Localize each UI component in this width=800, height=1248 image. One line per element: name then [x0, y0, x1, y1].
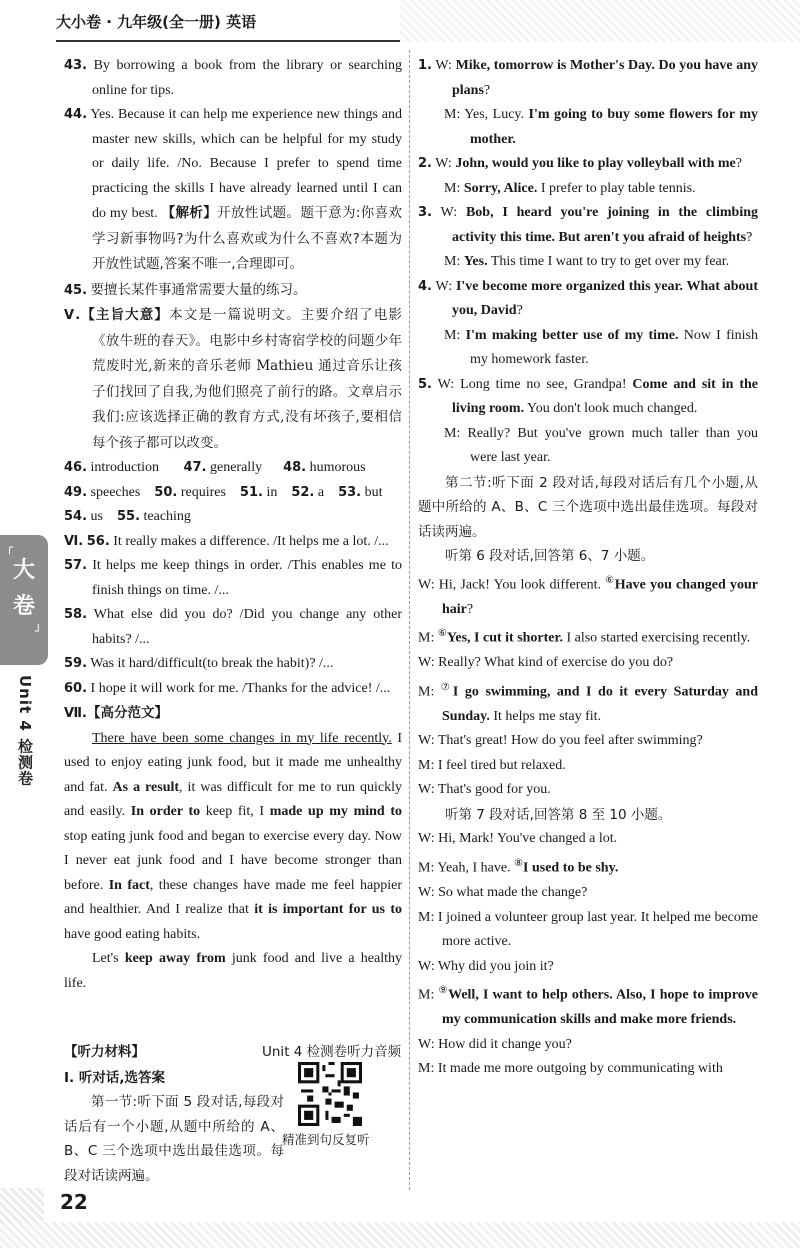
section-i-heading: Ⅰ. 听对话,选答案	[64, 1069, 165, 1086]
unit-label: Unit 4 检测卷	[16, 675, 34, 787]
dialog-line: W: Hi, Jack! You look different. ⑥Have you changed your hair?	[418, 574, 758, 617]
answer-45: 45. 要擅长某件事通常需要大量的练习。	[64, 281, 307, 298]
answer-56: Ⅵ. 56. It really makes a difference. /It helps me a lot. /...	[64, 533, 389, 549]
page-number: 22	[60, 1190, 88, 1214]
qr-caption: 精准到句反复听	[282, 1132, 370, 1147]
dialog-6-heading: 听第 6 段对话,回答第 6、7 小题。	[445, 548, 655, 564]
dialog-2-w: 2. W: John, would you like to play volleyball with me?	[418, 156, 742, 171]
dialog-3-m: M: Yes. This time I want to try to get over my fear.	[444, 254, 730, 269]
left-column	[64, 54, 402, 996]
section-i-instructions: 第一节:听下面 5 段对话,每段对话后有一个小题,从题中所给的 A、B、C 三个选项中选出最佳选项。每段对话读两遍。	[64, 1094, 284, 1184]
dialog-line: W: How did it change you?	[418, 1036, 572, 1052]
right-column	[418, 54, 758, 1082]
answer-59: 59. Was it hard/difficult(to break the habit)? /...	[64, 656, 334, 671]
header-rule	[56, 40, 408, 42]
answers-row-2: 49. speeches 50. requires 51. in 52. a 53. but	[64, 484, 383, 500]
qr-code-icon[interactable]	[298, 1062, 362, 1126]
dialog-line: W: Hi, Mark! You've changed a lot.	[418, 831, 618, 847]
answer-57: 57. It helps me keep things in order. /This enables me to finish things on time. /...	[64, 558, 402, 598]
section-v: Ⅴ.【主旨大意】本文是一篇说明文。主要介绍了电影《放牛班的春天》。电影中乡村寄宿学校的问题少年荒废时光,新来的音乐老师 Mathieu 通过音乐让孩子们找回了自我,为他们照亮了前行的路。文章启示我们:应该选择正确的教育方式,没有坏孩子,要相信每个孩子都可以改变。	[64, 307, 403, 451]
tab-bracket-top: ┌	[6, 540, 14, 554]
dialog-3-w: 3. W: Bob, I heard you're joining in the climbing activity this time. But aren't you afraid of heights?	[418, 205, 758, 245]
answer-44: 44. Yes. Because it can help me experience new things and master new skills, which can be helpful for my study or daily life. /No. Because I prefer to spend time practicing the skills I have already learned until I can do my best. 【解析】开放性试题。题干意为:你喜欢学习新事物吗?为什么喜欢或为什么不喜欢?本题为开放性试题,答案不唯一,合理即可。	[64, 107, 402, 272]
dialog-1-m: M: Yes, Lucy. I'm going to buy some flowers for my mother.	[444, 107, 758, 147]
dialog-line: W: That's great! How do you feel after swimming?	[418, 733, 703, 749]
section-ii-instructions: 第二节:听下面 2 段对话,每段对话后有几个小题,从题中所给的 A、B、C 三个选项中选出最佳选项。每段对话读两遍。	[418, 474, 758, 540]
dialog-1-w: 1. W: Mike, tomorrow is Mother's Day. Do you have any plans?	[418, 58, 758, 98]
tab-bracket-bottom: ┘	[34, 624, 42, 638]
essay-paragraph-2: Let's keep away from junk food and live a healthy life.	[64, 951, 402, 991]
listening-section	[64, 1040, 284, 1188]
dialog-7	[418, 827, 758, 1081]
side-tab	[0, 535, 48, 665]
dialog-7-heading: 听第 7 段对话,回答第 8 至 10 小题。	[445, 806, 672, 823]
dialog-5-m: M: Really? But you've grown much taller than you were last year.	[444, 425, 758, 465]
answers-row-1: 46. introduction 47. generally 48. humorous	[64, 460, 366, 475]
listening-heading: 【听力材料】	[64, 1044, 145, 1060]
answer-60: 60. I hope it will work for me. /Thanks for the advice! /...	[64, 680, 391, 696]
dialog-line: M: ⑥Yes, I cut it shorter. I also started exercising recently.	[418, 628, 751, 646]
corner-pattern	[0, 1188, 44, 1222]
dialog-line: M: It made me more outgoing by communicating with	[418, 1061, 723, 1077]
column-divider	[409, 50, 411, 1190]
dialog-line: W: Why did you join it?	[418, 958, 554, 974]
dialog-line: M: Yeah, I have. ⑧I used to be shy.	[418, 857, 619, 876]
dialog-line: M: I feel tired but relaxed.	[418, 757, 566, 773]
qr-label: Unit 4 检测卷听力音频	[262, 1044, 402, 1060]
answers-row-3: 54. us 55. teaching	[64, 509, 191, 524]
dialog-4-m: M: I'm making better use of my time. Now I finish my homework faster.	[444, 327, 758, 367]
dialog-line: W: Really? What kind of exercise do you do?	[418, 655, 674, 671]
tab-char-2: 卷	[12, 594, 35, 619]
answer-58: 58. What else did you do? /Did you change any other habits? /...	[64, 607, 402, 647]
dialog-6	[418, 569, 758, 803]
dialog-line: M: ⑨Well, I want to help others. Also, I hope to improve my communication skills and make more friends.	[418, 985, 758, 1028]
essay-paragraph-1: There have been some changes in my life recently. I used to enjoy eating junk food, but it made me unhealthy and fat. As a result, it was difficult for me to run quickly and easily. In order to keep fit, I made up my mind to stop eating junk food and began to exercise every day. Now I never eat junk food and I have become stronger than before. In fact, these changes have made me feel happier and healthier. And I realize that it is important for us to have good eating habits.	[64, 730, 402, 942]
footer-pattern	[0, 1222, 800, 1248]
dialog-line: W: So what made the change?	[418, 885, 588, 901]
dialog-5-w: 5. W: Long time no see, Grandpa! Come and sit in the living room. You don't look much changed.	[418, 376, 758, 416]
header-title: 大小卷 · 九年级(全一册) 英语	[56, 13, 257, 31]
tab-char-1: 大	[12, 558, 35, 583]
section-vii-heading: Ⅶ.【高分范文】	[64, 705, 168, 721]
answer-43: 43. By borrowing a book from the library or searching online for tips.	[64, 58, 402, 98]
dialog-line: M: ⑦I go swimming, and I do it every Saturday and Sunday. It helps me stay fit.	[418, 681, 759, 724]
dialog-2-m: M: Sorry, Alice. I prefer to play table tennis.	[444, 180, 696, 196]
header-pattern	[400, 0, 800, 42]
dialog-line: W: That's good for you.	[418, 782, 551, 798]
dialog-line: M: I joined a volunteer group last year. It helped me become more active.	[418, 909, 758, 950]
dialog-4-w: 4. W: I've become more organized this year. What about you, David?	[418, 278, 758, 318]
